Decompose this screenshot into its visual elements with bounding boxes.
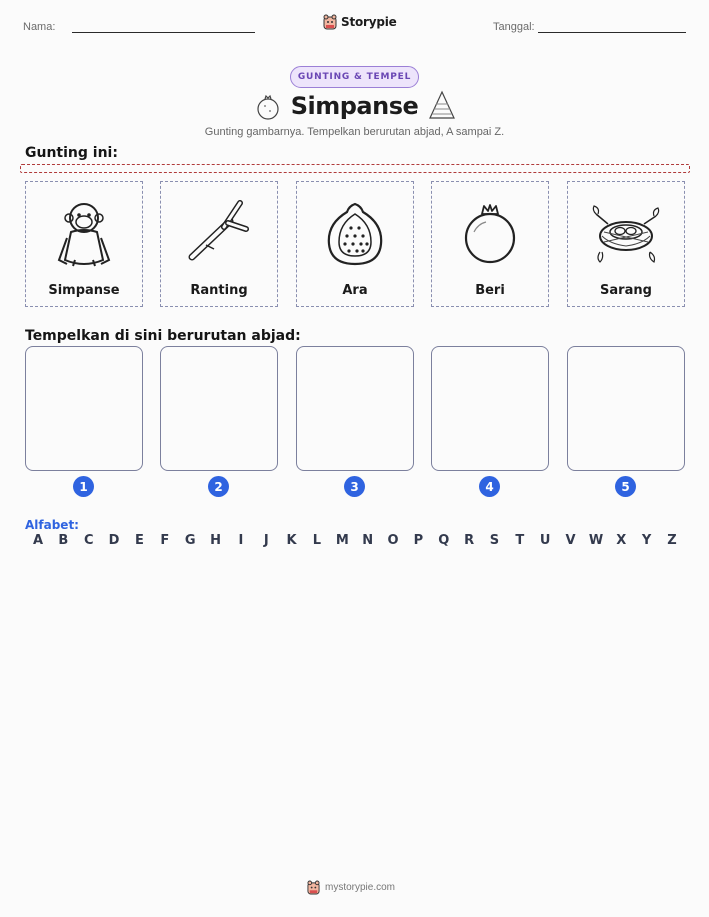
alphabet-letter: B	[58, 533, 69, 548]
paste-slot-4[interactable]	[431, 346, 549, 471]
slot-number-4: 4	[479, 476, 500, 497]
footer-url[interactable]: mystorypie.com	[325, 882, 396, 893]
berry-decoration-icon	[256, 94, 280, 124]
cut-card-simpanse[interactable]	[25, 181, 143, 307]
alphabet-letter: K	[286, 533, 297, 548]
card-label: Sarang	[600, 283, 652, 298]
slot-number-3: 3	[344, 476, 365, 497]
date-line[interactable]	[538, 32, 686, 33]
alphabet-letter: T	[515, 533, 525, 548]
twig-icon	[161, 192, 277, 276]
alphabet-letter: X	[616, 533, 627, 548]
activity-badge: GUNTING & TEMPEL	[290, 66, 419, 88]
cut-card-sarang[interactable]	[567, 181, 685, 307]
alphabet-letter: G	[184, 533, 196, 548]
alphabet-letter: R	[464, 533, 475, 548]
brand-logo	[323, 14, 397, 30]
alphabet-letter: A	[32, 533, 44, 548]
slot-number-1: 1	[73, 476, 94, 497]
paste-section-label: Tempelkan di sini berurutan abjad:	[25, 328, 301, 344]
brand-name: Storypie	[341, 15, 397, 29]
alphabet-letter: M	[335, 533, 349, 548]
alphabet-letter: S	[489, 533, 500, 548]
alphabet-letter: W	[588, 533, 604, 548]
nest-icon	[568, 192, 684, 276]
alphabet-row	[31, 533, 679, 548]
card-label: Ara	[342, 283, 368, 298]
paste-slot-2[interactable]	[160, 346, 278, 471]
alphabet-letter: I	[238, 533, 244, 548]
paste-slot-3[interactable]	[296, 346, 414, 471]
alphabet-letter: N	[362, 533, 374, 548]
alphabet-letter: Q	[438, 533, 450, 548]
name-label: Nama:	[23, 21, 56, 33]
alphabet-letter: V	[565, 533, 576, 548]
alphabet-letter: P	[413, 533, 424, 548]
page-title: Simpanse	[290, 92, 419, 120]
date-label: Tanggal:	[493, 21, 535, 33]
cut-card-ara[interactable]	[296, 181, 414, 307]
alphabet-letter: O	[387, 533, 399, 548]
chimpanzee-icon	[26, 192, 142, 276]
slot-number-5: 5	[615, 476, 636, 497]
paste-slot-1[interactable]	[25, 346, 143, 471]
alphabet-letter: D	[108, 533, 120, 548]
storypie-mascot-icon	[307, 880, 320, 895]
alphabet-letter: Y	[641, 533, 652, 548]
alphabet-letter: E	[134, 533, 144, 548]
cut-section-label: Gunting ini:	[25, 145, 118, 161]
cut-card-ranting[interactable]	[160, 181, 278, 307]
alphabet-letter: Z	[667, 533, 677, 548]
nest-decoration-icon	[427, 90, 457, 124]
name-line[interactable]	[72, 32, 255, 33]
alphabet-letter: J	[263, 533, 269, 548]
fig-icon	[297, 192, 413, 276]
footer	[307, 880, 395, 895]
paste-slot-5[interactable]	[567, 346, 685, 471]
card-label: Simpanse	[48, 283, 120, 298]
instructions: Gunting gambarnya. Tempelkan berurutan abjad, A sampai Z.	[204, 126, 505, 138]
alphabet-letter: C	[83, 533, 94, 548]
cut-line	[20, 164, 690, 173]
card-label: Ranting	[190, 283, 248, 298]
alphabet-letter: F	[160, 533, 170, 548]
alphabet-label: Alfabet:	[25, 518, 79, 532]
cut-card-beri[interactable]	[431, 181, 549, 307]
storypie-mascot-icon	[323, 14, 337, 30]
alphabet-letter: U	[539, 533, 551, 548]
alphabet-letter: L	[312, 533, 322, 548]
alphabet-letter: H	[210, 533, 221, 548]
slot-number-2: 2	[208, 476, 229, 497]
card-label: Beri	[475, 283, 505, 298]
berry-icon	[432, 192, 548, 276]
